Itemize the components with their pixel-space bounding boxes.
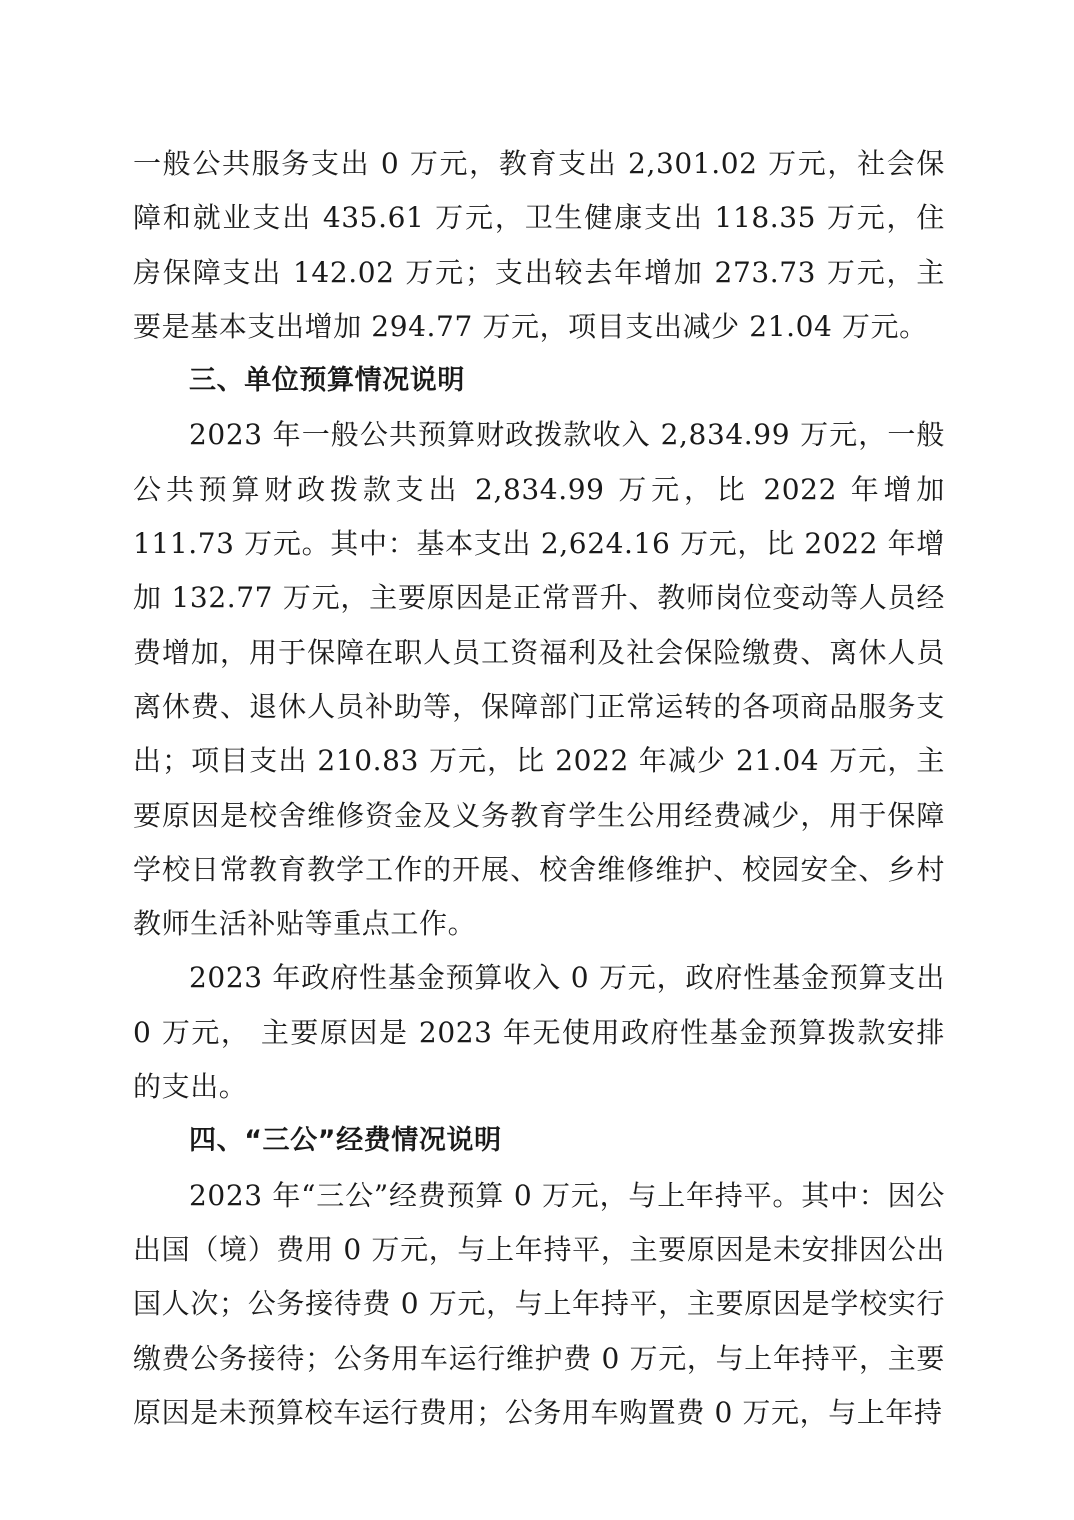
paragraph-government-fund: 2023 年政府性基金预算收入 0 万元，政府性基金预算支出 0 万元， 主要原因是 2023 年无使用政府性基金预算拨款安排的支出。: [133, 961, 945, 1104]
section-heading-unit-budget: 三、单位预算情况说明: [189, 365, 465, 397]
document-body: [133, 137, 945, 1440]
section-heading-three-public: 四、“三公”经费情况说明: [189, 1125, 502, 1157]
paragraph-three-public-expenses: 2023 年“三公”经费预算 0 万元，与上年持平。其中：因公出国（境）费用 0 万元，与上年持平，主要原因是未安排因公出国人次；公务接待费 0 万元，与上年持平，主要原因是学校实行缴费公务接待；公务用车运行维护费 0 万元，与上年持平，主要原因是未预算校车运行费用；公务用车购置费 0 万元，与上年持: [133, 1178, 945, 1429]
paragraph-general-budget: 2023 年一般公共预算财政拨款收入 2,834.99 万元，一般公共预算财政拨款支出 2,834.99 万元，比 2022 年增加 111.73 万元。其中：基本支出 2,624.16 万元，比 2022 年增加 132.77 万元，主要原因是正常晋升、教师岗位变动等人员经费增加，用于保障在职人员工资福利及社会保险缴费、离休人员离休费、退休人员补助等，保障部门正常运转的各项商品服务支出；项目支出 210.83 万元，比 2022 年减少 21.04 万元，主要原因是校舍维修资金及义务教育学生公用经费减少，用于保障学校日常教育教学工作的开展、校舍维修维护、校园安全、乡村教师生活补贴等重点工作。: [133, 418, 945, 941]
paragraph-expenditure-summary: 一般公共服务支出 0 万元，教育支出 2,301.02 万元，社会保障和就业支出 435.61 万元，卫生健康支出 118.35 万元，住房保障支出 142.02 万元；支出较去年增加 273.73 万元，主要是基本支出增加 294.77 万元，项目支出减少 21.04 万元。: [133, 147, 945, 343]
